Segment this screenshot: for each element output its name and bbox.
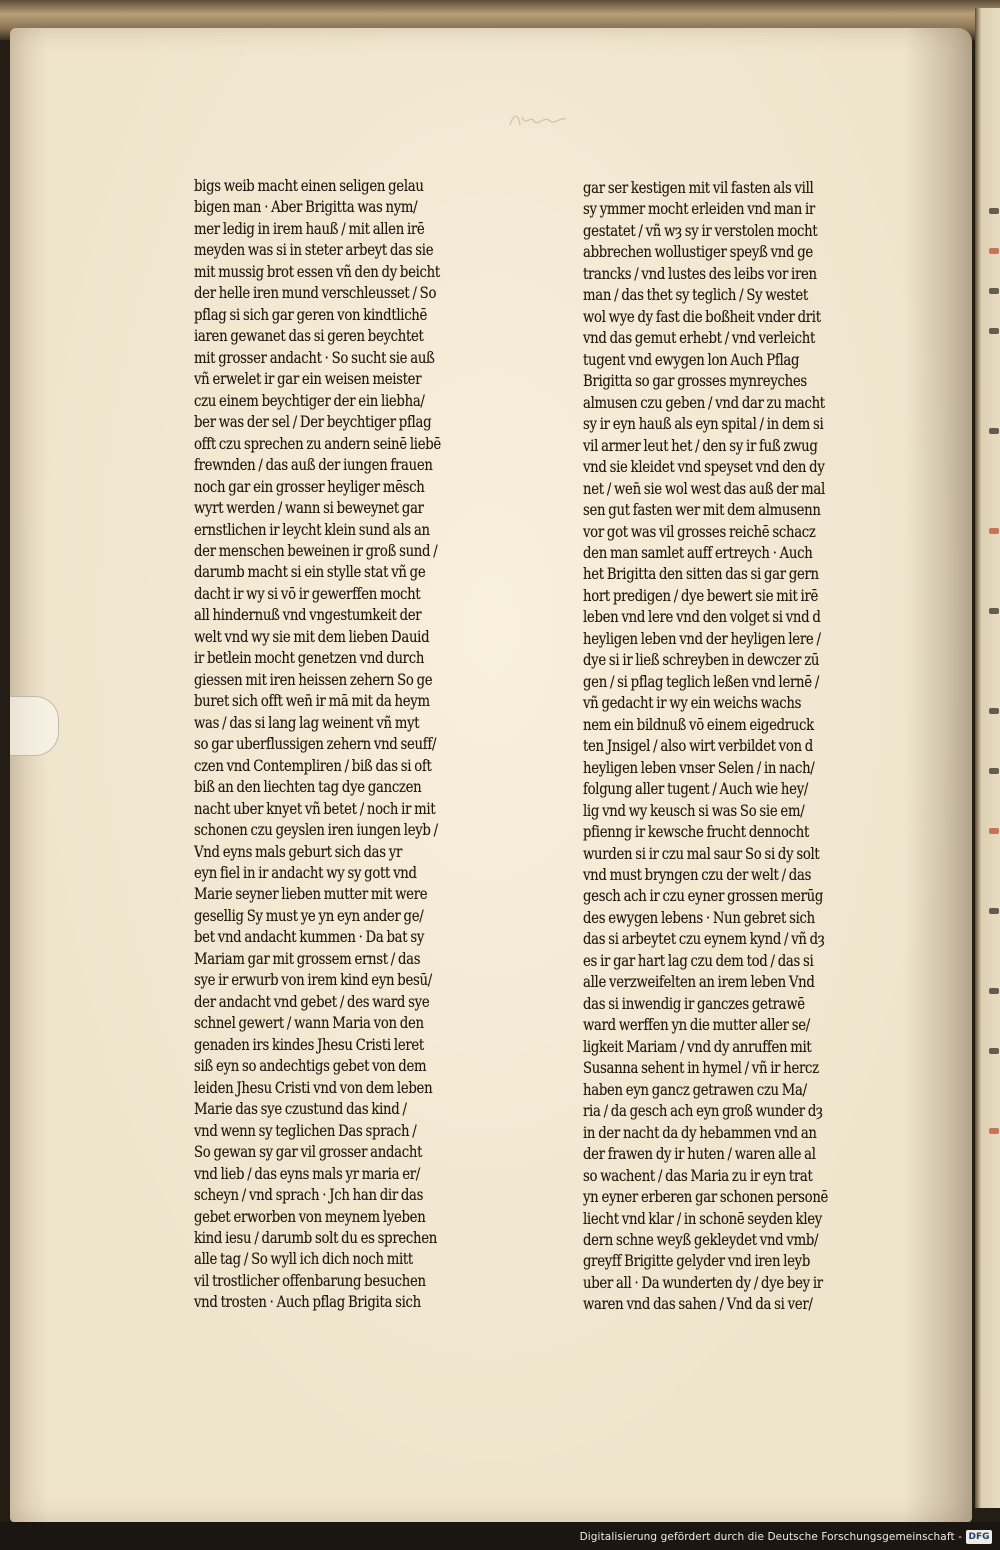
text-line: des ewygen lebens · Nun gebret sich — [583, 908, 815, 927]
text-line: scheyn / vnd sprach · Jch han dir das — [194, 1186, 424, 1205]
text-line: alle verzweifelten an irem leben Vnd — [583, 973, 815, 992]
text-line: tugent vnd ewygen lon Auch Pflag — [583, 350, 800, 369]
text-line: bet vnd andacht kummen · Da bat sy — [194, 928, 425, 947]
next-page-text-fragment — [989, 1048, 999, 1054]
text-line: heyligen leben vnser Selen / in nach/ — [583, 758, 815, 777]
text-line: welt vnd wy sie mit dem lieben Dauid — [194, 627, 430, 646]
text-line: bigs weib macht einen seligen gelau — [194, 177, 424, 195]
text-line: schnel gewert / wann Maria von den — [194, 1014, 424, 1033]
text-line: ir betlein mocht genetzen vnd durch — [194, 649, 425, 668]
text-line: vnd wenn sy teglichen Das sprach / — [194, 1121, 417, 1140]
text-line: vnd sie kleidet vnd speyset vnd den dy — [583, 458, 825, 477]
text-line: uber all · Da wunderten dy / dye bey ir — [583, 1273, 823, 1292]
next-page-text-fragment — [989, 608, 999, 614]
text-line: sye ir erwurb von irem kind eyn besū/ — [194, 971, 432, 990]
text-line: vnd must bryngen czu der welt / das — [583, 866, 812, 884]
next-page-text-fragment — [989, 248, 999, 254]
text-line: Mariam gar mit grossem ernst / das — [194, 949, 421, 968]
next-page-text-fragment — [989, 988, 999, 994]
page-clip — [10, 696, 59, 756]
text-line: gesch ach ir czu eyner grossen merūg — [583, 887, 824, 906]
text-line: haben eyn gancz getrawen czu Ma/ — [583, 1080, 807, 1099]
text-line: noch gar ein grosser heyliger mēsch — [194, 477, 425, 496]
next-page-text-fragment — [989, 208, 999, 214]
text-line: gar ser kestigen mit vil fasten als vill — [583, 179, 814, 197]
text-line: wol wye dy fast die boßheit vnder drit — [583, 307, 821, 326]
text-line: wurden si ir czu mal saur So si dy solt — [583, 844, 820, 863]
text-line: so gar uberflussigen zehern vnd seuff/ — [194, 735, 437, 754]
text-line: gen / si pflag teglich leßen vnd lernē / — [583, 672, 820, 691]
text-line: leben vnd lere vnd den volget si vnd d — [583, 608, 821, 627]
text-line: das si inwendig ir ganczes getrawē — [583, 994, 805, 1013]
text-line: man / das thet sy teglich / Sy westet — [583, 286, 808, 305]
text-line: greyff Brigitte gelyder vnd iren leyb — [583, 1252, 811, 1271]
text-line: ber was der sel / Der beychtiger pflag — [194, 413, 432, 432]
text-line: vñ erwelet ir gar ein weisen meister — [194, 370, 422, 389]
text-line: genaden irs kindes Jhesu Cristi leret — [194, 1035, 424, 1054]
text-line: meyden was si in steter arbeyt das sie — [194, 241, 434, 260]
text-line: ria / da gesch ach eyn groß wunder dȝ — [583, 1102, 823, 1121]
text-line: Susanna sehent in hymel / vñ ir hercz — [583, 1059, 819, 1078]
text-line: buret sich offt wen̄ ir mā mit da heym — [194, 692, 430, 711]
next-page-text-fragment — [989, 708, 999, 714]
next-page-text-fragment — [989, 908, 999, 914]
text-line: leiden Jhesu Cristi vnd von dem leben — [194, 1078, 433, 1097]
text-line: waren vnd das sahen / Vnd da si ver/ — [583, 1295, 813, 1314]
text-line: schonen czu geyslen iren iungen leyb / — [194, 821, 438, 840]
text-line: hort predigen / dye bewert sie mit irē — [583, 586, 819, 605]
text-column-right — [583, 178, 913, 1316]
next-page-text-fragment — [989, 428, 999, 434]
next-page-text-fragment — [989, 828, 999, 834]
text-line: liecht vnd klar / in schonē seyden kley — [583, 1209, 822, 1228]
text-line: in der nacht da dy hebammen vnd an — [583, 1123, 817, 1142]
text-line: czu einem beychtiger der ein liebha/ — [194, 391, 425, 410]
text-line: es ir gar hart lag czu dem tod / das si — [583, 951, 814, 970]
text-line: gesellig Sy must ye yn eyn ander ge/ — [194, 906, 424, 925]
text-line: net / wen̄ sie wol west das auß der mal — [583, 479, 825, 498]
text-line: wyrt werden / wann si beweynet gar — [194, 499, 424, 518]
text-line: ten Jnsigel / also wirt verbildet von d — [583, 737, 813, 756]
text-line: iaren gewanet das si geren beychtet — [194, 327, 424, 346]
text-line: so wachent / das Maria zu ir eyn trat — [583, 1166, 813, 1185]
text-line: vil armer leut het / den sy ir fuß zwug — [583, 436, 818, 455]
next-page-text-fragment — [989, 288, 999, 294]
text-line: ligkeit Mariam / vnd dy anruffen mit — [583, 1037, 812, 1056]
text-line: mit mussig brot essen vñ den dy beicht — [194, 262, 440, 281]
text-line: der helle iren mund verschleusset / So — [194, 284, 437, 303]
text-line: folgung aller tugent / Auch wie hey/ — [583, 780, 809, 799]
text-line: Brigitta so gar grosses mynreyches — [583, 372, 807, 391]
text-line: mit grosser andacht · So sucht sie auß — [194, 348, 435, 367]
text-line: ward werffen yn die mutter aller se/ — [583, 1016, 810, 1035]
text-line: vnd trosten · Auch pflag Brigita sich — [194, 1293, 421, 1312]
text-line: Marie seyner lieben mutter mit were — [194, 885, 428, 904]
text-line: dern schne weyß gekleydet vnd vmb/ — [583, 1230, 819, 1249]
text-line: giessen mit iren heissen zehern So ge — [194, 670, 433, 689]
text-line: het Brigitta den sitten das si gar gern — [583, 565, 819, 584]
text-line: vil trostlicher offenbarung besuchen — [194, 1271, 426, 1290]
text-line: bigen man · Aber Brigitta was nym/ — [194, 198, 418, 217]
dfg-logo: DFG — [966, 1530, 992, 1544]
text-line: nacht uber knyet vñ betet / noch ir mit — [194, 799, 436, 818]
text-line: So gewan sy gar vil grosser andacht — [194, 1143, 423, 1162]
text-line: darumb macht si ein stylle stat vñ ge — [194, 563, 426, 582]
text-line: vor got was vil grosses reichē schacz — [583, 522, 816, 541]
text-line: der frawen dy ir huten / waren alle al — [583, 1145, 816, 1164]
text-line: nem ein bildnuß vō einem eigedruck — [583, 715, 814, 734]
text-line: gestatet / vñ wȝ sy ir verstolen mocht — [583, 221, 818, 240]
text-line: czen vnd Contempliren / biß das si oft — [194, 756, 432, 775]
next-page-text-fragment — [989, 528, 999, 534]
text-line: den man samlet auff ertreych · Auch — [583, 543, 813, 562]
text-line: pflag si sich gar geren von kindtlichē — [194, 305, 428, 324]
text-line: alle tag / So wyll ich dich noch mitt — [194, 1250, 413, 1269]
text-line: eyn fiel in ir andacht wy sy gott vnd — [194, 864, 417, 882]
text-line: der andacht vnd gebet / des ward sye — [194, 992, 430, 1011]
text-line: der menschen beweinen ir groß sund / — [194, 541, 438, 560]
text-line: was / das si lang lag weinent vñ myt — [194, 713, 420, 732]
next-page-text-fragment — [989, 768, 999, 774]
text-line: Marie das sye czustund das kind / — [194, 1100, 407, 1119]
text-line: offt czu sprechen zu andern seinē liebē — [194, 434, 441, 453]
text-line: dacht ir wy si vō ir gewerffen mocht — [194, 584, 421, 603]
text-line: vnd das gemut erhebt / vnd verleicht — [583, 329, 816, 348]
digitization-credit: Digitalisierung gefördert durch die Deutsche Forschungsgemeinschaft - — [579, 1531, 962, 1543]
text-line: dye si ir ließ schreyben in dewczer zū — [583, 651, 820, 670]
text-line: all hindernuß vnd vngestumkeit der — [194, 606, 422, 625]
pencil-folio-mark — [508, 107, 570, 131]
text-line: abbrechen wollustiger speyß vnd ge — [583, 243, 813, 262]
text-line: vnd lieb / das eyns mals yr maria er/ — [194, 1164, 420, 1183]
text-line: Vnd eyns mals geburt sich das yr — [194, 842, 402, 861]
text-line: vñ gedacht ir wy ein weichs wachs — [583, 694, 802, 713]
text-line: yn eyner erberen gar schonen personē — [583, 1188, 829, 1207]
text-line: ernstlichen ir leycht klein sund als an — [194, 520, 430, 539]
text-line: mer ledig in irem hauß / mit allen irē — [194, 219, 425, 238]
text-line: pfienng ir kewsche frucht dennocht — [583, 823, 810, 842]
next-page-text-fragment — [989, 328, 999, 334]
text-line: sen gut fasten wer mit dem almusenn — [583, 501, 821, 520]
text-line: almusen czu geben / vnd dar zu macht — [583, 393, 825, 412]
text-line: biß an den liechten tag dye ganczen — [194, 778, 422, 797]
text-line: gebet erworben von meynem lyeben — [194, 1207, 426, 1226]
text-line: siß eyn so andechtigs gebet von dem — [194, 1057, 427, 1076]
text-line: kind iesu / darumb solt du es sprechen — [194, 1228, 437, 1247]
text-line: trancks / vnd lustes des leibs vor iren — [583, 264, 817, 283]
text-line: lig vnd wy keusch si was So sie em/ — [583, 801, 805, 820]
text-line: sy ir eyn hauß als eyn spital / in dem si — [583, 415, 824, 434]
next-page-edge — [975, 8, 1000, 1508]
text-line: das si arbeytet czu eynem kynd / vñ dȝ — [583, 930, 825, 949]
next-page-text-fragment — [989, 1128, 999, 1134]
text-line: frewnden / das auß der iungen frauen — [194, 456, 433, 475]
text-column-left — [194, 176, 530, 1314]
text-line: heyligen leben vnd der heyligen lere / — [583, 629, 821, 648]
text-line: sy ymmer mocht erleiden vnd man ir — [583, 200, 815, 219]
